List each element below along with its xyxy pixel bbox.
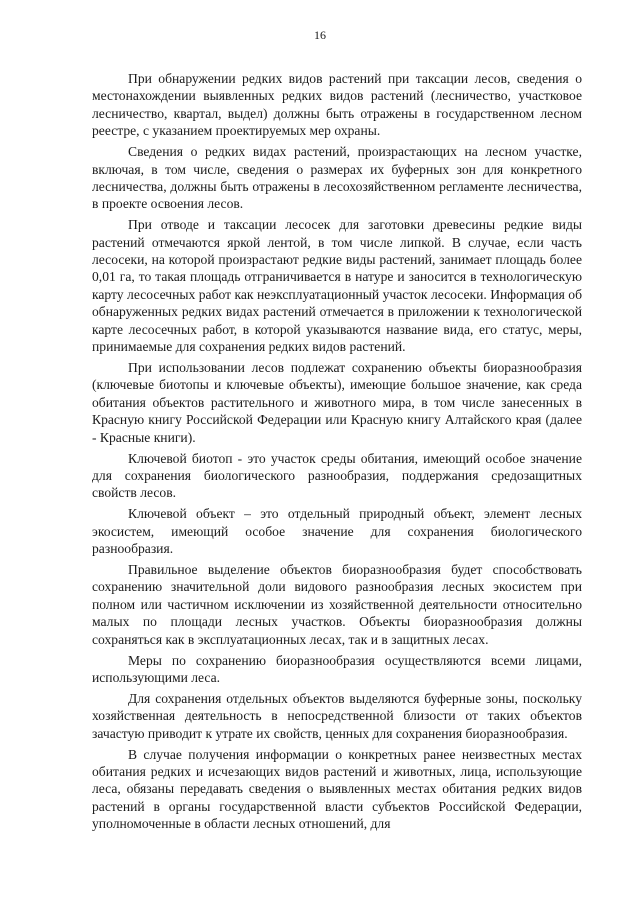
- paragraph: Для сохранения отдельных объектов выделяются буферные зоны, поскольку хозяйственная деятельность в непосредственной близости от таких объектов зачастую приводит к утрате их свойств, ценных для сохранения биоразнообразия.: [92, 690, 582, 741]
- document-body: [92, 70, 582, 836]
- paragraph: Правильное выделение объектов биоразнообразия будет способствовать сохранению значительной доли видового разнообразия лесных экосистем при полном или частичном исключении из хозяйственной деятельности относительно малых по площади лесных участков. Объекты биоразнообразия должны сохраняться как в эксплуатационных лесах, так и в защитных лесах.: [92, 561, 582, 647]
- paragraph: Ключевой объект – это отдельный природный объект, элемент лесных экосистем, имеющий особое значение для сохранения биологического разнообразия.: [92, 506, 582, 557]
- paragraph: При использовании лесов подлежат сохранению объекты биоразнообразия (ключевые биотопы и ключевые объекты), имеющие большое значение, как среда обитания объектов растительного и животного мира, в том числе занесенных в Красную книгу Российской Федерации или Красную книгу Алтайского края (далее - Красные книги).: [92, 360, 582, 445]
- paragraph: Меры по сохранению биоразнообразия осуществляются всеми лицами, использующими леса.: [92, 652, 582, 685]
- paragraph: В случае получения информации о конкретных ранее неизвестных местах обитания редких и исчезающих видов растений и животных, лица, использующие леса, обязаны передавать сведения о выявленных местах обитания редких видов растений в органы государственной власти субъектов Российской Федерации, уполномоченные в области лесных отношений, для: [92, 746, 582, 832]
- paragraph: Ключевой биотоп - это участок среды обитания, имеющий особое значение для сохранения биологического разнообразия, поддержания средозащитных свойств лесов.: [92, 450, 582, 501]
- paragraph: Сведения о редких видах растений, произрастающих на лесном участке, включая, в том числе, сведения о размерах их буферных зон для конкретного лесничества, должны быть отражены в лесохозяйственном регламенте лесничества, в проекте освоения лесов.: [92, 144, 582, 212]
- page-number: 16: [314, 28, 326, 42]
- paragraph: При отводе и таксации лесосек для заготовки древесины редкие виды растений отмечаются яркой лентой, в том числе липкой. В случае, если часть лесосеки, на которой произрастают редкие виды растений, занимает площадь более 0,01 га, то такая площадь отграничивается в натуре и заносится в технологическую карту лесосечных работ как неэксплуатационный участок лесосеки. Информация об обнаруженных редких видах растений отмечается в приложении к технологической карте лесосечных работ, в которой указываются название вида, его статус, меры, принимаемые для сохранения редких видов растений.: [92, 217, 582, 355]
- paragraph: При обнаружении редких видов растений при таксации лесов, сведения о местонахождении выявленных редких видов растений (лесничество, участковое лесничество, квартал, выдел) должны быть отражены в государственном лесном реестре, с указанием проектируемых мер охраны.: [92, 71, 582, 139]
